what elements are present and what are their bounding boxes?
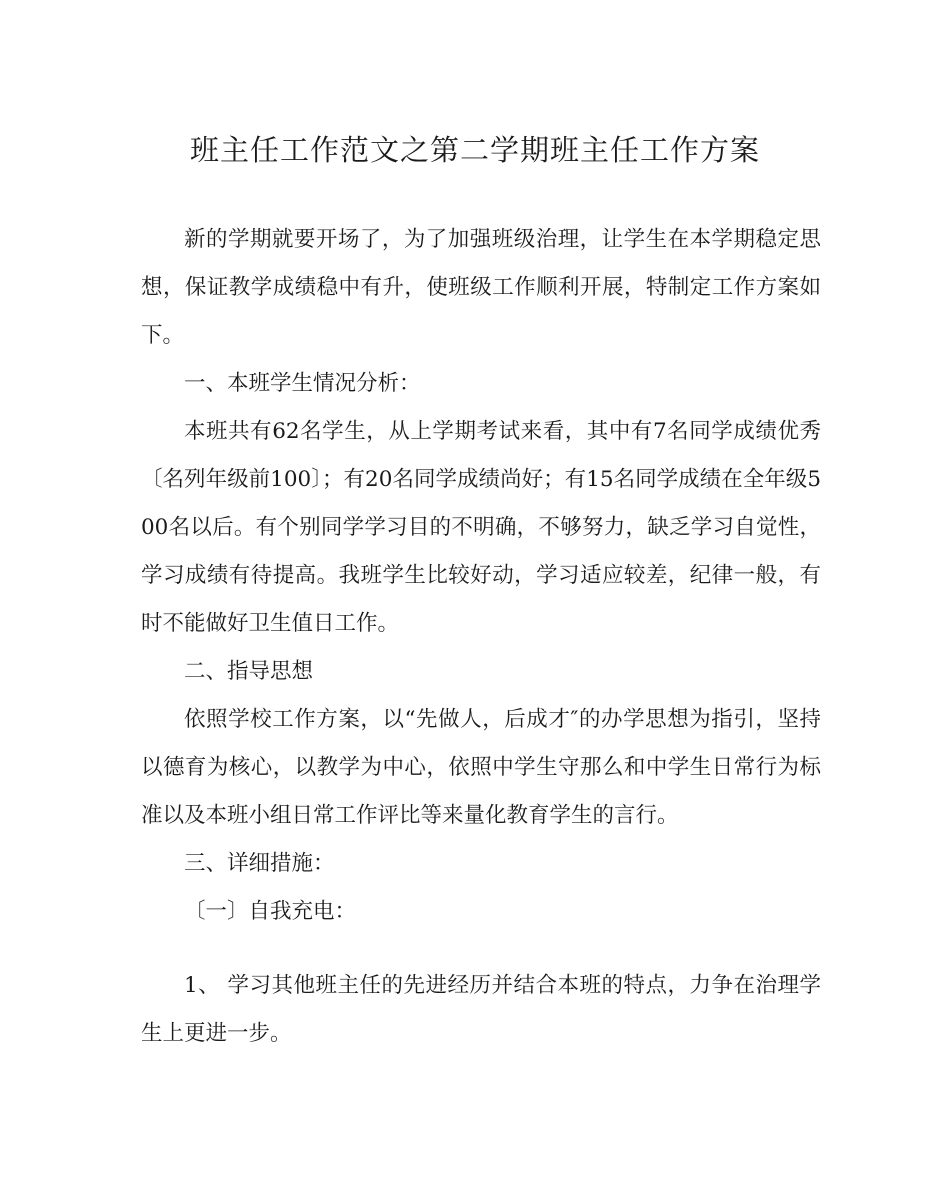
subsection-heading-self-charge: 〔一〕自我充电：	[184, 899, 357, 924]
paragraph-intro: 新的学期就要开场了，为了加强班级治理，让学生在本学期稳定思想，保证教学成绩稳中有升，使班级工作顺利开展，特制定工作方案如下。	[141, 227, 821, 348]
paragraph-analysis: 本班共有62名学生，从上学期考试来看，其中有7名同学成绩优秀〔名列年级前100〕；有20名同学成绩尚好；有15名同学成绩在全年级500名以后。有个别同学学习目的不明确，不够努力，缺乏学习自觉性，学习成绩有待提高。我班学生比较好动，学习适应较差，纪律一般，有时不能做好卫生值日工作。	[141, 419, 821, 636]
section-heading-guiding-thought: 二、指导思想	[184, 659, 314, 684]
paragraph-guiding-thought: 依照学校工作方案，以“先做人，后成才″的办学思想为指引，坚持以德育为核心，以教学为中心，依照中学生守那么和中学生日常行为标准以及本班小组日常工作评比等来量化教育学生的言行。	[141, 707, 821, 828]
list-item-1: 1、 学习其他班主任的先进经历并结合本班的特点，力争在治理学生上更进一步。	[141, 973, 821, 1046]
section-heading-measures: 三、详细措施：	[184, 851, 335, 876]
document-title: 班主任工作范文之第二学期班主任工作方案	[189, 133, 760, 167]
section-heading-analysis: 一、本班学生情况分析：	[184, 371, 421, 396]
